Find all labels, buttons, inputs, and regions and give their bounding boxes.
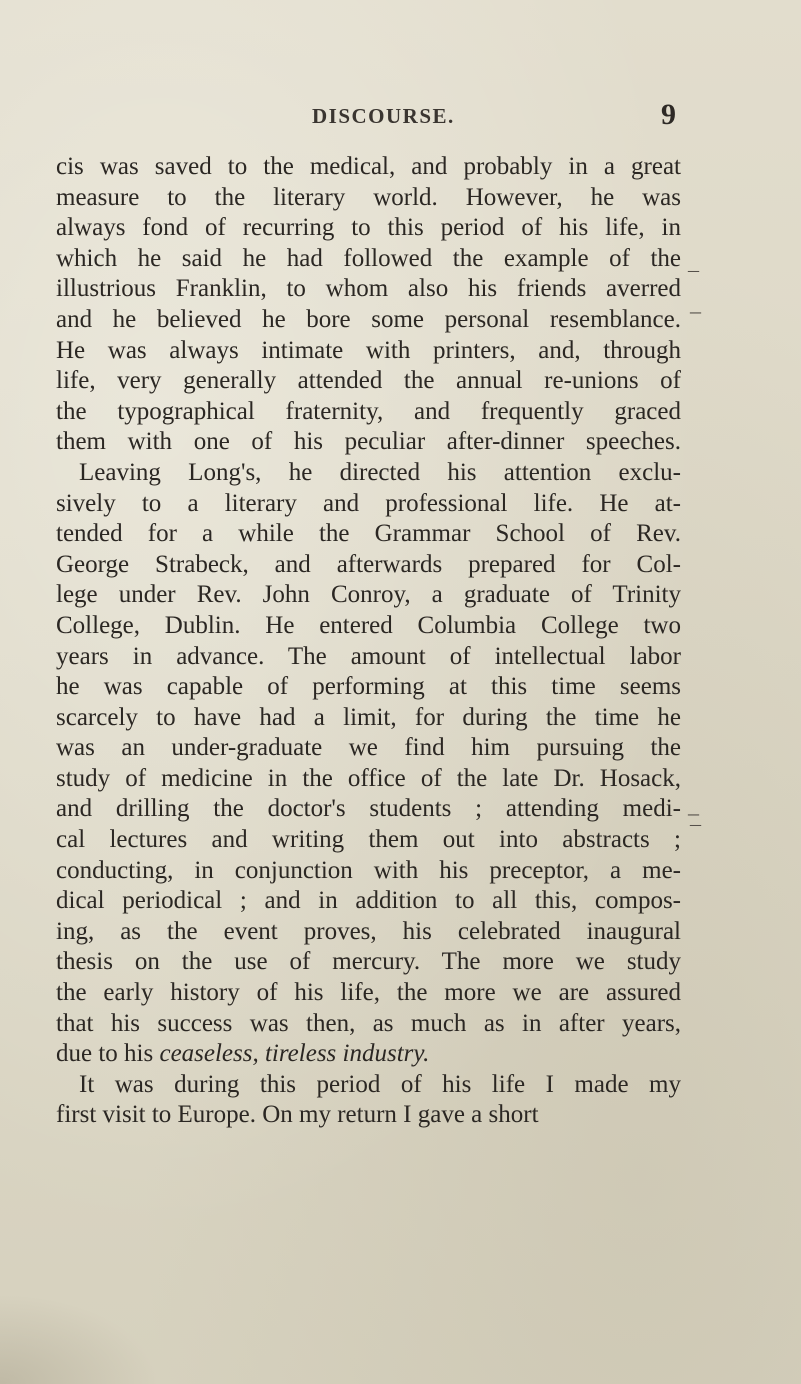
text-line: which he said he had followed the example of the: [56, 244, 681, 272]
text-line: measure to the literary world. However, he was: [56, 183, 681, 211]
text-line: It was during this period of his life I made my: [79, 1070, 681, 1098]
text-line: the early history of his life, the more we are assured: [56, 979, 681, 1007]
text-line: George Strabeck, and afterwards prepared for Col-: [56, 550, 681, 578]
margin-mark: ¯: [690, 822, 701, 847]
text-line: thesis on the use of mercury. The more we study: [56, 948, 681, 976]
text-line: Leaving Long's, he directed his attention exclu-: [79, 458, 681, 486]
running-head: [0, 98, 801, 134]
text-line: conducting, in conjunction with his preceptor, a me-: [56, 856, 681, 884]
italic-emphasis: ceaseless, tireless industry.: [159, 1040, 430, 1068]
text-line: lege under Rev. John Conroy, a graduate of Trinity: [56, 581, 681, 609]
text-line: illustrious Franklin, to whom also his friends averred: [56, 275, 681, 303]
text-line: He was always intimate with printers, and, through: [56, 336, 681, 364]
text-line: always fond of recurring to this period of his life, in: [56, 214, 681, 242]
text-line-prefix: due to his: [56, 1040, 160, 1068]
text-line: College, Dublin. He entered Columbia College two: [56, 611, 681, 639]
text-line: scarcely to have had a limit, for during the time he: [56, 703, 681, 731]
text-line: study of medicine in the office of the late Dr. Hosack,: [56, 764, 681, 792]
text-line: cal lectures and writing them out into abstracts ;: [56, 826, 681, 854]
text-line: and drilling the doctor's students ; attending medi-: [56, 795, 681, 823]
body-text: [56, 152, 681, 1131]
text-line: them with one of his peculiar after-dinner speeches.: [56, 428, 681, 456]
text-line: [56, 1039, 681, 1070]
running-title: DISCOURSE.: [312, 104, 455, 128]
text-line: dical periodical ; and in addition to all this, compos-: [56, 887, 681, 915]
margin-mark: –: [688, 800, 699, 825]
margin-mark: ¯: [688, 268, 699, 293]
text-line: life, very generally attended the annual re-unions of: [56, 367, 681, 395]
text-line: was an under-graduate we find him pursuing the: [56, 734, 681, 762]
text-line: the typographical fraternity, and frequently graced: [56, 397, 681, 425]
text-line: and he believed he bore some personal resemblance.: [56, 305, 681, 333]
text-line: years in advance. The amount of intellectual labor: [56, 642, 681, 670]
page-edge-shadow: [0, 1294, 160, 1384]
text-line: first visit to Europe. On my return I gave a short: [56, 1101, 539, 1129]
text-line: ing, as the event proves, his celebrated inaugural: [56, 917, 681, 945]
text-line: tended for a while the Grammar School of Rev.: [56, 520, 681, 548]
page-number: 9: [661, 98, 676, 131]
text-line: sively to a literary and professional life. He at-: [56, 489, 681, 517]
text-line: that his success was then, as much as in after years,: [56, 1009, 681, 1037]
margin-mark: –: [690, 298, 701, 323]
text-line: cis was saved to the medical, and probably in a great: [56, 153, 681, 180]
text-line: he was capable of performing at this time seems: [56, 673, 681, 701]
